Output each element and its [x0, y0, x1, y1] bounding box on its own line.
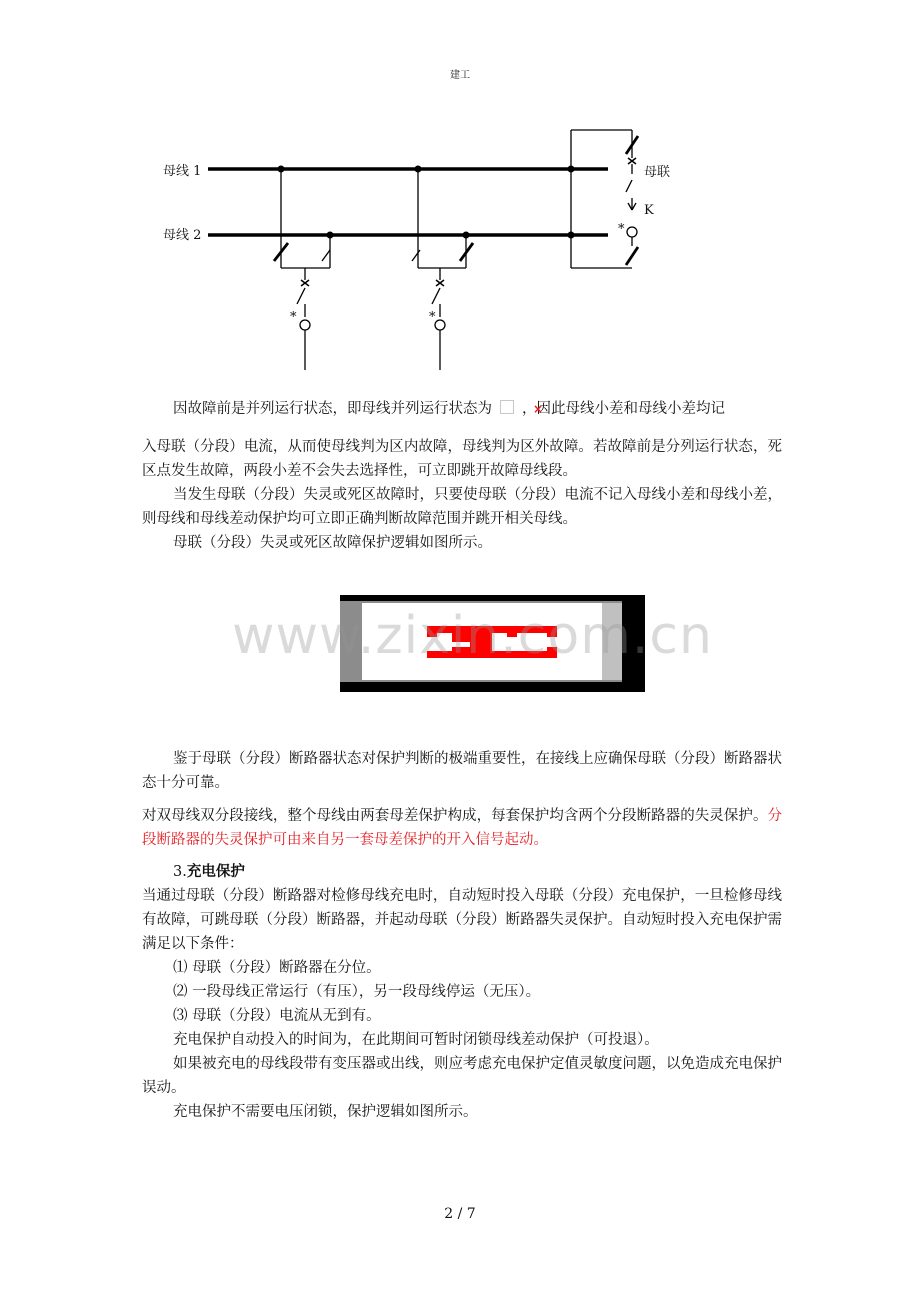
bus-2-label: 母线 2: [163, 228, 202, 243]
section-3-number: 3.: [173, 864, 187, 880]
section-3-heading: [142, 860, 782, 884]
page-header: 建工: [450, 70, 470, 81]
paragraph-6: 当通过母联（分段）断路器对检修母线充电时，自动短时投入母联（分段）充电保护，一旦检修母线有故障，可跳母联（分段）断路器，并起动母联（分段）断路器失灵保护。自动短时投入充电保护需满足以下条件：: [142, 888, 782, 952]
feeder-1-star: *: [290, 310, 297, 325]
condition-2: ⑵ 一段母线正常运行（有压），另一段母线停运（无压）。: [173, 984, 541, 1000]
page-number: 2 / 7: [444, 1206, 476, 1222]
paragraph-4: 鉴于母联（分段）断路器状态对保护判断的极端重要性，在接线上应确保母联（分段）断路器状态十分可靠。: [142, 751, 782, 791]
paragraph-1-part-a: 因故障前是并列运行状态，即母线并列运行状态为: [173, 401, 492, 417]
tie-star: *: [618, 222, 625, 237]
paragraph-5: [142, 804, 782, 852]
broken-image-icon: [500, 400, 514, 414]
k-label: K: [644, 203, 654, 218]
paragraph-3: 母联（分段）失灵或死区故障保护逻辑如图所示。: [173, 535, 492, 551]
tie-label: 母联: [644, 165, 670, 180]
paragraph-5-red-text: 分段断路器的失灵保护可由来自另一套母差保护的开入信号起动。: [142, 808, 782, 848]
paragraph-8: 如果被充电的母线段带有变压器或出线，则应考虑充电保护定值灵敏度问题，以免造成充电保护误动。: [142, 1056, 782, 1096]
section-3-title: 充电保护: [186, 863, 245, 880]
paragraph-1-line-1: [142, 397, 782, 421]
bus-diagram: [150, 120, 670, 380]
paragraph-9: 充电保护不需要电压闭锁，保护逻辑如图所示。: [173, 1104, 478, 1120]
paragraph-7: 充电保护自动投入的时间为，在此期间可暂时闭锁母线差动保护（可投退）。: [173, 1032, 659, 1048]
paragraph-1-part-b: ，因此母线小差和母线小差均记: [522, 401, 725, 417]
paragraph-2: 当发生母联（分段）失灵或死区故障时，只要使母联（分段）电流不记入母线小差和母线小差，则母线和母线差动保护均可立即正确判断故障范围并跳开相关母线。: [142, 487, 782, 527]
paragraph-1-rest: 入母联（分段）电流，从而使母线判为区内故障，母线判为区外故障。若故障前是分列运行状态，死区点发生故障，两段小差不会失去选择性，可立即跳开故障母线段。: [142, 439, 782, 479]
paragraph-5-part-a: 对双母线双分段接线，整个母线由两套母差保护构成，每套保护均含两个分段断路器的失灵保护。: [142, 808, 768, 824]
condition-1: ⑴ 母联（分段）断路器在分位。: [173, 960, 381, 976]
condition-3: ⑶ 母联（分段）电流从无到有。: [173, 1008, 381, 1024]
feeder-2-star: *: [429, 310, 436, 325]
watermark: www.zixin.com.cn: [232, 606, 713, 666]
bus-1-label: 母线 1: [163, 164, 202, 179]
